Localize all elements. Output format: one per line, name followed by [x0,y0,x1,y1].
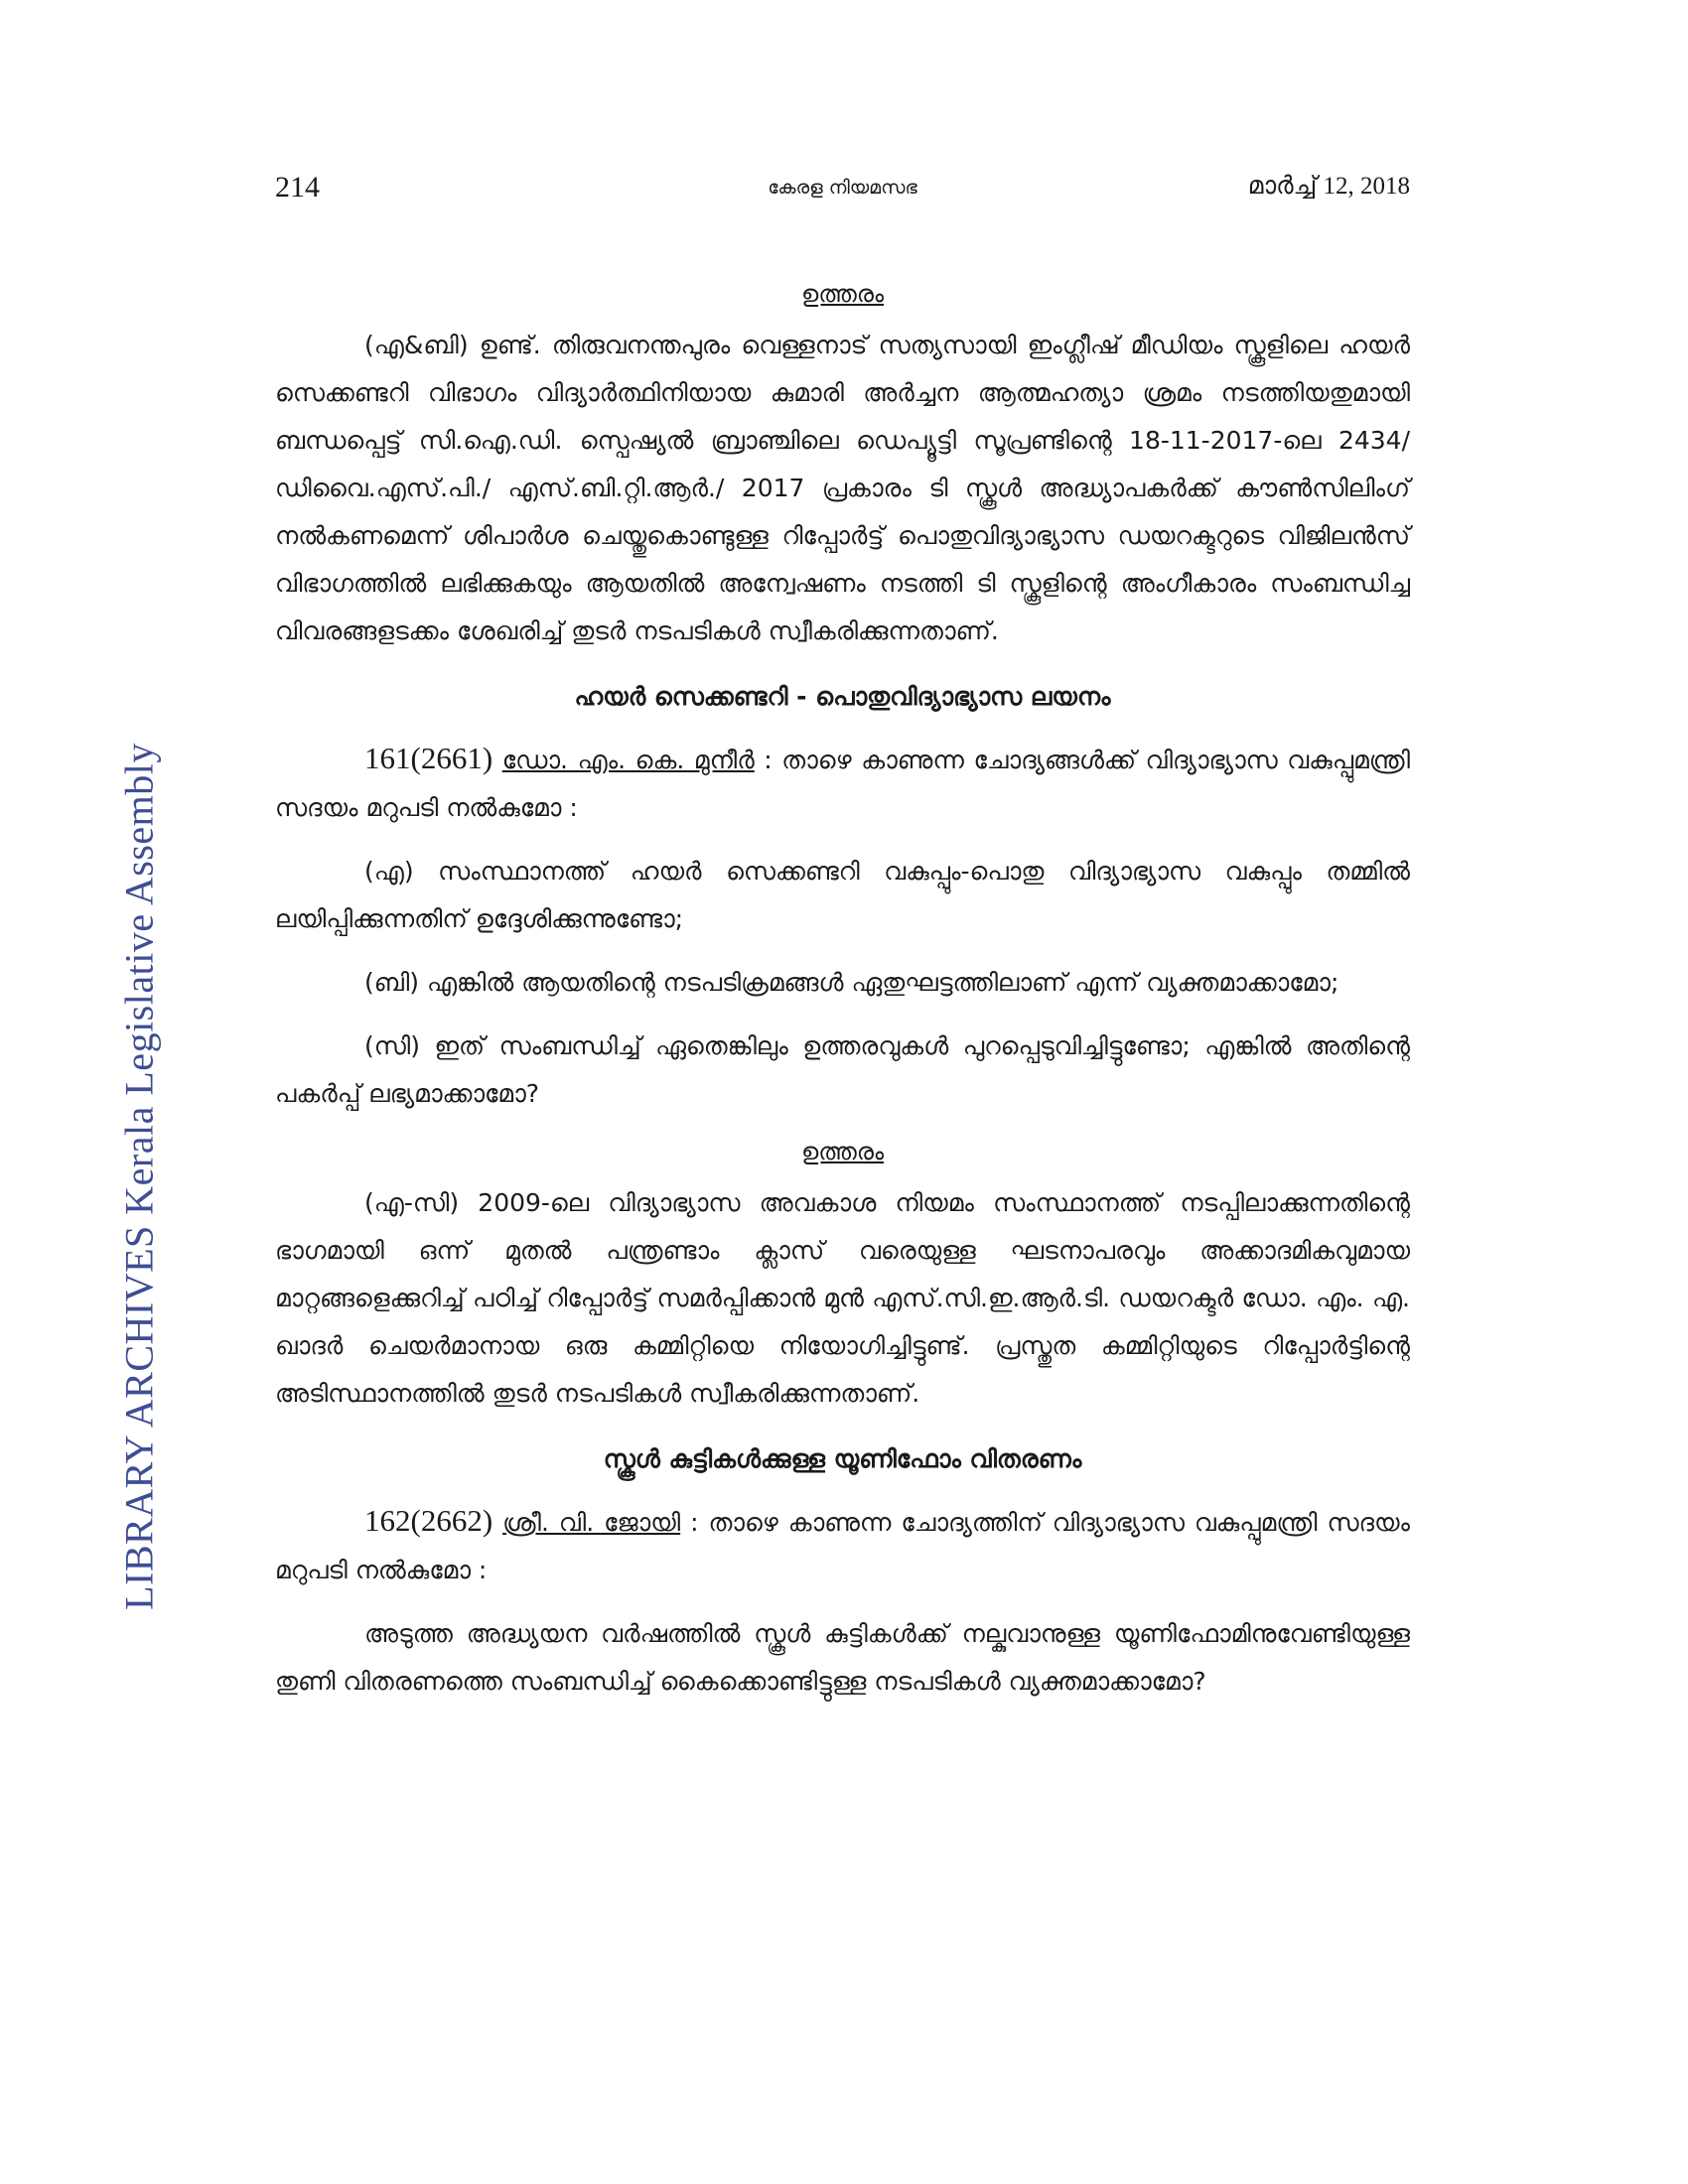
question-item: (എ) സംസ്ഥാനത്ത് ഹയർ സെക്കണ്ടറി വകുപ്പും-പൊതു വിദ്യാഭ്യാസ വകുപ്പും തമ്മിൽ ലയിപ്പിക്കുന്നതിന് ഉദ്ദേശിക്കുന്നുണ്ടോ; [275,857,1410,933]
question-intro [275,735,1410,832]
header-date: മാർച്ച് 12, 2018 [1247,173,1410,200]
question-asker: ഡോ. എം. കെ. മുനീർ [501,746,755,774]
answer-heading: ഉത്തരം [800,1138,885,1165]
page-number: 214 [275,171,320,204]
answer-heading: ഉത്തരം [800,280,885,308]
question-intro [275,1497,1410,1594]
question-intro-text: : താഴെ കാണുന്ന ചോദ്യങ്ങൾക്ക് വിദ്യാഭ്യാസ വകുപ്പുമന്ത്രി സദയം മറുപടി നൽകുമോ : [275,746,1411,822]
question-item: അടുത്ത അദ്ധ്യയന വർഷത്തിൽ സ്കൂൾ കുട്ടികൾക്ക് നല്കുവാനുള്ള യൂണിഫോമിനുവേണ്ടിയുള്ള തുണി വിതരണത്തെ സംബന്ധിച്ച് കൈക്കൊണ്ടിട്ടുള്ള നടപടികൾ വ്യക്തമാക്കാമോ? [275,1619,1410,1696]
page-header [275,171,1410,210]
answer-paragraph: (എ&ബി) ഉണ്ട്. തിരുവനന്തപുരം വെള്ളനാട് സത്യസായി ഇംഗ്ലീഷ് മീഡിയം സ്കൂളിലെ ഹയർ സെക്കണ്ടറി വിഭാഗം വിദ്യാർത്ഥിനിയായ കുമാരി അർച്ചന ആത്മഹത്യാ ശ്രമം നടത്തിയതുമായി ബന്ധപ്പെട്ട് സി.ഐ.ഡി. സ്പെഷ്യൽ ബ്രാഞ്ചിലെ ഡെപ്യൂട്ടി സൂപ്രണ്ടിന്റെ 18-11-2017-ലെ 2434/ ഡിവൈ.എസ്.പി./ എസ്.ബി.റ്റി.ആർ./ 2017 പ്രകാരം ടി സ്കൂൾ അദ്ധ്യാപകർക്ക് കൗൺസിലിംഗ് നൽകണമെന്ന് ശിപാർശ ചെയ്തുകൊണ്ടുള്ള റിപ്പോർട്ട് പൊതുവിദ്യാഭ്യാസ ഡയറക്ടറുടെ വിജിലൻസ് വിഭാഗത്തിൽ ലഭിക്കുകയും ആയതിൽ അന്വേഷണം നടത്തി ടി സ്കൂളിന്റെ അംഗീകാരം സംബന്ധിച്ച വിവരങ്ങളടക്കം ശേഖരിച്ച് തുടർ നടപടികൾ സ്വീകരിക്കുന്നതാണ്. [275,331,1410,645]
document-body [275,276,1410,1721]
answer-paragraph: (എ-സി) 2009-ലെ വിദ്യാഭ്യാസ അവകാശ നിയമം സംസ്ഥാനത്ത് നടപ്പിലാക്കുന്നതിന്റെ ഭാഗമായി ഒന്ന് മുതൽ പന്ത്രണ്ടാം ക്ലാസ് വരെയുള്ള ഘടനാപരവും അക്കാദമികവുമായ മാറ്റങ്ങളെക്കുറിച്ച് പഠിച്ച് റിപ്പോർട്ട് സമർപ്പിക്കാൻ മുൻ എസ്.സി.ഇ.ആർ.ടി. ഡയറക്ടർ ഡോ. എം. എ. ഖാദർ ചെയർമാനായ ഒരു കമ്മിറ്റിയെ നിയോഗിച്ചിട്ടുണ്ട്. പ്രസ്തുത കമ്മിറ്റിയുടെ റിപ്പോർട്ടിന്റെ അടിസ്ഥാനത്തിൽ തുടർ നടപടികൾ സ്വീകരിക്കുന്നതാണ്. [275,1188,1410,1408]
question-intro-text: : താഴെ കാണുന്ന ചോദ്യത്തിന് വിദ്യാഭ്യാസ വകുപ്പുമന്ത്രി സദയം മറുപടി നൽകുമോ : [275,1508,1410,1584]
running-title: കേരള നിയമസഭ [768,177,917,199]
question-asker: ശ്രീ. വി. ജോയി [502,1508,681,1537]
question-title: ഹയർ സെക്കണ്ടറി - പൊതുവിദ്യാഭ്യാസ ലയനം [574,682,1111,711]
archive-watermark: LIBRARY ARCHIVES Kerala Legislative Assembly [116,743,162,1610]
question-item: (സി) ഇത് സംബന്ധിച്ച് ഏതെങ്കിലും ഉത്തരവുകൾ പുറപ്പെടുവിച്ചിട്ടുണ്ടോ; എങ്കിൽ അതിന്റെ പകർപ്പ് ലഭ്യമാക്കാമോ? [275,1031,1410,1108]
question-number: 161(2661) [364,741,493,775]
question-title: സ്കൂൾ കുട്ടികൾക്കുള്ള യൂണിഫോം വിതരണം [603,1444,1082,1473]
question-number: 162(2662) [364,1503,493,1538]
question-item: (ബി) എങ്കിൽ ആയതിന്റെ നടപടിക്രമങ്ങൾ ഏതുഘട്ടത്തിലാണ് എന്ന് വ്യക്തമാക്കാമോ; [364,968,1339,997]
